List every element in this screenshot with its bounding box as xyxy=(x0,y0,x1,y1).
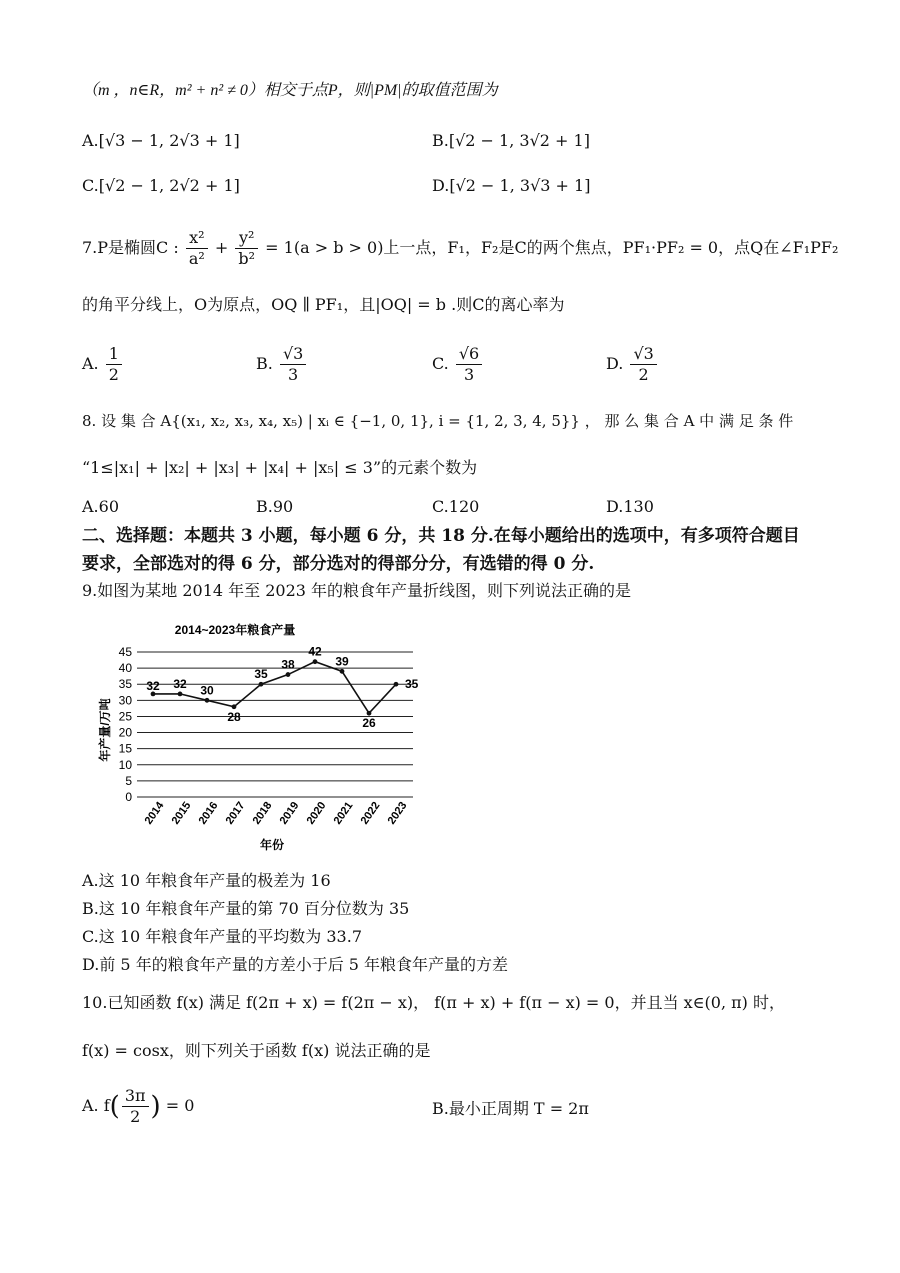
q10-stem-line1: 10.已知函数 f(x) 满足 f(2π + x) = f(2π − x)， f(π + x) + f(π − x) = 0，并且当 x∈(0, π) 时， xyxy=(82,993,785,1012)
q7-option-c-num: √6 xyxy=(456,344,482,365)
q9-option-b[interactable]: B.这 10 年粮食年产量的第 70 百分位数为 35 xyxy=(82,899,410,918)
q7-frac1-den: a² xyxy=(188,249,205,268)
y-tick-label: 40 xyxy=(118,661,132,676)
data-point xyxy=(178,691,183,696)
data-label: 32 xyxy=(173,676,187,691)
q7-option-d-den: 2 xyxy=(638,365,649,384)
data-label: 28 xyxy=(227,709,241,724)
q7-suffix: = 1(a > b > 0)上一点，F₁，F₂是C的两个焦点，PF₁·PF₂ = 0，点Q在∠F₁PF₂ xyxy=(265,238,839,257)
q6-stem: （m ，n∈R，m² + n² ≠ 0）相交于点P，则|PM|的取值范围为 xyxy=(82,82,498,99)
x-tick-label: 2015 xyxy=(169,799,194,827)
q10-option-a-pre: A. f xyxy=(82,1096,110,1115)
q8-option-d[interactable]: D.130 xyxy=(606,497,654,516)
q9-option-c[interactable]: C.这 10 年粮食年产量的平均数为 33.7 xyxy=(82,927,363,946)
q10-option-a-post: = 0 xyxy=(165,1096,195,1115)
q8-stem-line1: 8. 设 集 合 A{(x₁, x₂, x₃, x₄, x₅) | xᵢ ∈ {−1, 0, 1}, i = {1, 2, 3, 4, 5}} ， 那 么 集 合 A 中 满 足 条 件 xyxy=(82,412,794,430)
data-point xyxy=(313,659,318,664)
q7-option-b[interactable] xyxy=(256,344,308,385)
q6-option-b[interactable]: B.[√2 − 1, 3√2 + 1] xyxy=(432,131,590,150)
data-label: 35 xyxy=(254,667,268,682)
q7-option-a-den: 2 xyxy=(108,365,119,384)
q6-option-d[interactable]: D.[√2 − 1, 3√3 + 1] xyxy=(432,176,591,195)
y-tick-label: 25 xyxy=(118,709,132,724)
data-label: 42 xyxy=(308,644,322,659)
q7-fraction-x xyxy=(186,228,208,269)
x-tick-label: 2019 xyxy=(277,799,302,827)
q7-prefix: 7.P是椭圆C : xyxy=(82,238,179,257)
q7-option-d-label: D. xyxy=(606,354,624,373)
q7-option-a-label: A. xyxy=(82,354,99,373)
q10-option-a[interactable]: A. f( $\frac{3\pi}{2}$ ) = 0 xyxy=(82,1086,195,1126)
q9-option-d[interactable]: D.前 5 年的粮食年产量的方差小于后 5 年粮食年产量的方差 xyxy=(82,955,509,974)
q10-option-b[interactable]: B.最小正周期 T = 2π xyxy=(432,1099,589,1118)
data-point xyxy=(394,682,399,687)
line-chart-svg xyxy=(95,615,435,855)
x-tick-label: 2023 xyxy=(385,799,410,827)
data-label: 30 xyxy=(200,683,214,698)
data-point xyxy=(340,669,345,674)
q8-stem-line2: “1≤|x₁| + |x₂| + |x₃| + |x₄| + |x₅| ≤ 3”的元素个数为 xyxy=(82,458,478,477)
q7-option-b-label: B. xyxy=(256,354,273,373)
q10-option-a-num: 3π xyxy=(122,1086,149,1107)
y-tick-label: 5 xyxy=(125,773,132,788)
q7-option-a[interactable] xyxy=(82,344,124,385)
section2-header-line1: 二、选择题：本题共 3 小题，每小题 6 分，共 18 分.在每小题给出的选项中，有多项符合题目 xyxy=(82,526,800,546)
q8-option-c[interactable]: C.120 xyxy=(432,497,480,516)
q7-fraction-y xyxy=(235,228,258,269)
x-tick-label: 2022 xyxy=(358,799,383,827)
y-tick-label: 30 xyxy=(118,693,132,708)
q8-option-b[interactable]: B.90 xyxy=(256,497,294,516)
data-point xyxy=(232,704,237,709)
y-tick-label: 15 xyxy=(118,741,132,756)
x-tick-label: 2020 xyxy=(304,799,329,827)
q7-option-c-den: 3 xyxy=(463,365,475,384)
q7-option-b-num: √3 xyxy=(280,344,306,365)
q7-option-c-label: C. xyxy=(432,354,449,373)
q7-frac2-den: b² xyxy=(238,249,256,268)
chart-y-axis-label: 年产量/万吨 xyxy=(98,698,112,762)
q7-stem-line2: 的角平分线上，O为原点，OQ ∥ PF₁，且|OQ| = b .则C的离心率为 xyxy=(82,295,565,314)
q10-stem-line2: f(x) = cosx，则下列关于函数 f(x) 说法正确的是 xyxy=(82,1041,431,1060)
x-tick-label: 2018 xyxy=(250,799,275,827)
q7-plus: + xyxy=(214,238,229,257)
q6-option-a[interactable]: A.[√3 − 1, 2√3 + 1] xyxy=(82,131,240,150)
q7-frac2-num: y² xyxy=(235,228,258,249)
q7-stem-line1 xyxy=(82,228,838,269)
q7-option-d-num: √3 xyxy=(630,344,656,365)
grain-production-chart xyxy=(95,615,435,855)
series-line xyxy=(153,662,396,714)
y-tick-label: 35 xyxy=(118,677,132,692)
data-point xyxy=(205,698,210,703)
x-tick-label: 2016 xyxy=(196,799,221,827)
q8-option-a[interactable]: A.60 xyxy=(82,497,119,516)
chart-title: 2014~2023年粮食产量 xyxy=(174,623,296,637)
data-label: 38 xyxy=(281,657,295,672)
data-label: 39 xyxy=(335,654,349,669)
y-tick-label: 0 xyxy=(125,790,132,804)
y-tick-label: 45 xyxy=(118,645,132,659)
q7-option-a-num: 1 xyxy=(106,344,122,365)
q7-option-c[interactable] xyxy=(432,344,484,385)
data-label: 26 xyxy=(362,716,376,731)
data-label: 35 xyxy=(405,677,419,692)
q7-option-b-den: 3 xyxy=(288,365,299,384)
q6-option-c[interactable]: C.[√2 − 1, 2√2 + 1] xyxy=(82,176,240,195)
y-tick-label: 10 xyxy=(118,757,132,772)
q7-frac1-num: x² xyxy=(186,228,208,249)
q9-option-a[interactable]: A.这 10 年粮食年产量的极差为 16 xyxy=(82,871,331,890)
chart-x-axis-label: 年份 xyxy=(259,838,285,852)
data-point xyxy=(286,672,291,677)
q10-option-a-den: 2 xyxy=(130,1107,141,1126)
q9-stem: 9.如图为某地 2014 年至 2023 年的粮食年产量折线图，则下列说法正确的是 xyxy=(82,581,632,600)
x-tick-label: 2017 xyxy=(223,799,248,827)
x-tick-label: 2014 xyxy=(142,799,167,827)
data-point xyxy=(367,711,372,716)
x-tick-label: 2021 xyxy=(331,799,356,827)
data-point xyxy=(259,682,264,687)
y-tick-label: 20 xyxy=(118,725,132,740)
data-label: 32 xyxy=(146,678,160,693)
q7-option-d[interactable] xyxy=(606,344,659,385)
section2-header-line2: 要求，全部选对的得 6 分，部分选对的得部分分，有选错的得 0 分. xyxy=(82,554,595,574)
